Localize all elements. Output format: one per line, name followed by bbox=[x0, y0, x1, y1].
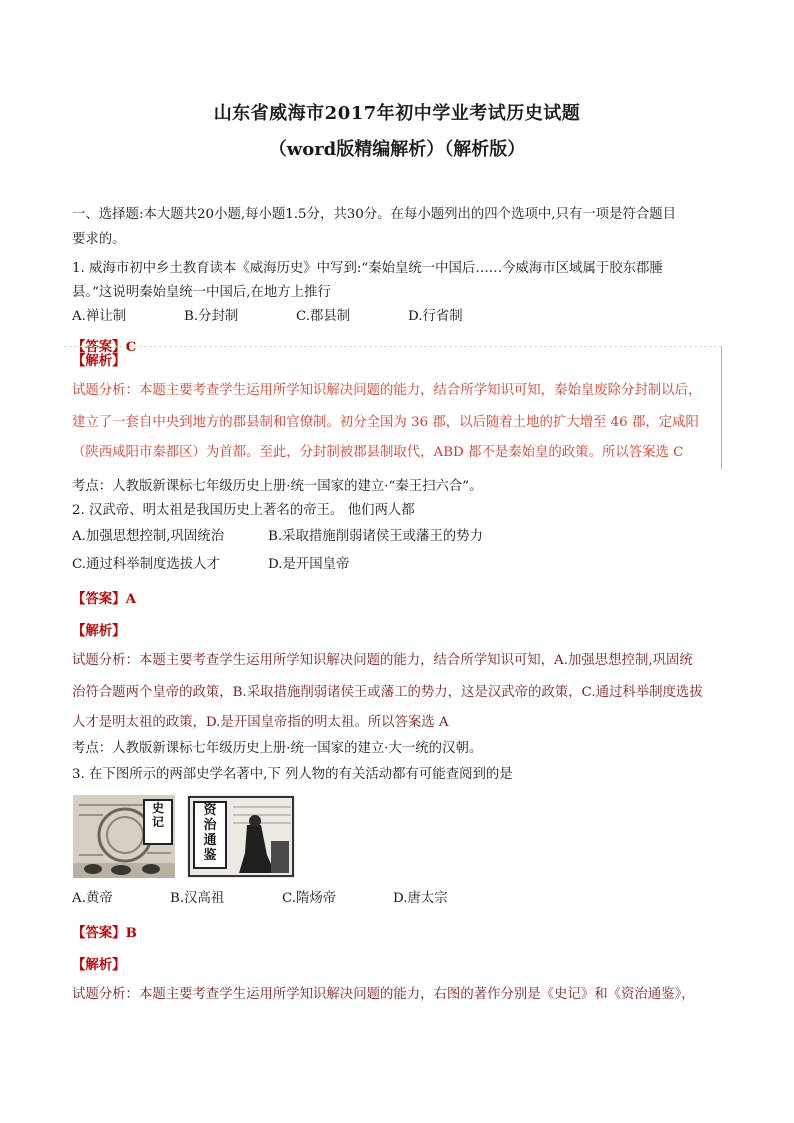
cover-title-char: 史 bbox=[151, 801, 164, 815]
q3-answer-value: B bbox=[125, 925, 137, 941]
q1-analysis-line1: 试题分析：本题主要考查学生运用所学知识解决问题的能力，结合所学知识可知，秦始皇废除分封制以后， bbox=[72, 383, 702, 398]
shiji-book-image bbox=[73, 795, 175, 878]
q2-stem: 2. 汉武帝、明太祖是我国历史上著名的帝王。 他们两人都 bbox=[72, 503, 415, 518]
q3-answer bbox=[72, 924, 137, 942]
q1-option-d: D.行省制 bbox=[408, 309, 463, 324]
q3-stem: 3. 在下图所示的两部史学名著中,下 列人物的有关活动都有可能查阅到的是 bbox=[72, 767, 513, 782]
q1-answer-label: 【答案】 bbox=[72, 339, 126, 355]
q3-book-images bbox=[73, 795, 295, 878]
section-instruction-line1: 一、选择题:本大题共20小题,每小题1.5分，共30分。在每小题列出的四个选项中,只有一项是符合题目 bbox=[72, 207, 677, 222]
cover-title-char: 治 bbox=[203, 818, 217, 833]
document-title: 山东省威海市2017年初中学业考试历史试题 bbox=[213, 103, 581, 124]
q2-analysis-line1: 试题分析：本题主要考查学生运用所学知识解决问题的能力，结合所学知识可知，A.加强思想控制,巩固统 bbox=[72, 653, 693, 668]
q2-option-d: D.是开国皇帝 bbox=[268, 557, 350, 572]
q1-stem-line1: 1. 威海市初中乡土教育读本《威海历史》中写到:“秦始皇统一中国后……今威海市区域属于胶东郡腄 bbox=[72, 261, 663, 276]
q1-option-a: A.禅让制 bbox=[72, 309, 127, 324]
q2-option-b: B.采取措施削弱诸侯王或藩王的势力 bbox=[268, 529, 483, 544]
q3-option-c: C.隋炀帝 bbox=[282, 891, 337, 906]
q1-analysis-line3: （陕西咸阳市秦都区）为首都。至此，分封制被郡县制取代，ABD 都不是秦始皇的政策。所以答案选 C bbox=[72, 445, 684, 460]
q1-option-b: B.分封制 bbox=[184, 309, 239, 324]
q2-answer bbox=[72, 590, 136, 608]
q3-analysis-line1: 试题分析：本题主要考查学生运用所学知识解决问题的能力，右图的著作分别是《史记》和《资治通鉴》， bbox=[72, 987, 695, 1002]
cover-title-char: 鉴 bbox=[203, 848, 217, 863]
document-subtitle: （word版精编解析）（解析版） bbox=[268, 139, 526, 160]
q2-analysis-label: 【解析】 bbox=[72, 623, 126, 639]
q1-analysis-line2: 建立了一套自中央到地方的郡县制和官僚制。初分全国为 36 郡，以后随着土地的扩大增至 46 郡，定咸阳 bbox=[72, 415, 699, 430]
q3-answer-label: 【答案】 bbox=[72, 925, 126, 941]
cover-title-char: 记 bbox=[151, 815, 164, 829]
q2-option-a: A.加强思想控制,巩固统治 bbox=[72, 529, 225, 544]
q1-analysis-label: 【解析】 bbox=[72, 353, 126, 369]
zizhitongjian-book-image bbox=[187, 795, 295, 878]
q3-option-b: B.汉高祖 bbox=[170, 891, 225, 906]
cover-title-char: 通 bbox=[203, 833, 217, 848]
section-instruction-line2: 要求的。 bbox=[72, 232, 126, 247]
q1-option-c: C.郡县制 bbox=[296, 309, 351, 324]
cover-title-char: 资 bbox=[203, 803, 217, 818]
q1-answer-value: C bbox=[125, 339, 137, 355]
q1-stem-line2: 县。”这说明秦始皇统一中国后,在地方上推行 bbox=[72, 285, 331, 300]
q3-analysis-label: 【解析】 bbox=[72, 957, 126, 973]
q2-analysis-line2: 治符合题两个皇帝的政策，B.采取措施削弱诸侯王或藩工的势力，这是汉武帝的政策，C.通过科举制度选拔 bbox=[72, 685, 703, 700]
shiji-title-label bbox=[143, 799, 173, 845]
q1-kaodian: 考点：人教版新课标七年级历史上册·统一国家的建立·“秦王扫六合”。 bbox=[72, 479, 483, 494]
zizhitongjian-title-label bbox=[193, 801, 227, 869]
q2-option-c: C.通过科举制度选拔人才 bbox=[72, 557, 220, 572]
q2-answer-value: A bbox=[125, 591, 136, 607]
q3-option-d: D.唐太宗 bbox=[393, 891, 448, 906]
q2-analysis-line3: 人才是明太祖的政策，D.是开国皇帝指的明太祖。所以答案选 A bbox=[72, 715, 449, 730]
q2-answer-label: 【答案】 bbox=[72, 591, 126, 607]
q2-kaodian: 考点：人教版新课标七年级历史上册·统一国家的建立·大一统的汉朝。 bbox=[72, 741, 483, 756]
q3-option-a: A.黄帝 bbox=[72, 891, 113, 906]
